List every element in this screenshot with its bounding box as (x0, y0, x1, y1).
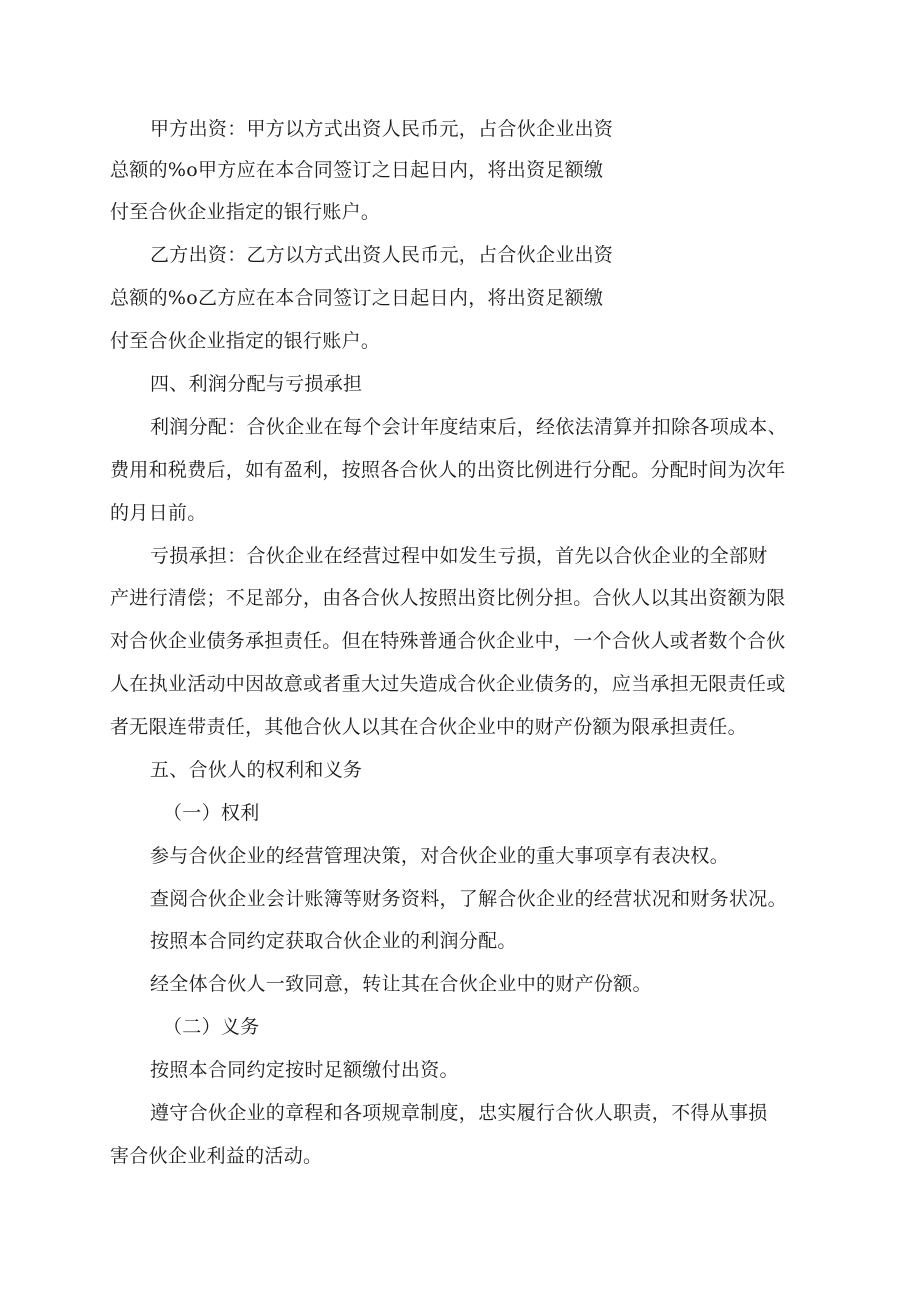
paragraph-loss-bearing-end: 者无限连带责任，其他合伙人以其在合伙企业中的财产份额为限承担责任。 (110, 716, 747, 738)
paragraph-party-a-contribution: 甲方出资：甲方以方式出资人民币元，占合伙企业出资 (150, 118, 614, 140)
section-heading-profit-loss: 四、利润分配与亏损承担 (150, 373, 363, 395)
paragraph-profit-distribution-end: 的月日前。 (110, 502, 207, 524)
paragraph-loss-bearing: 亏损承担：合伙企业在经营过程中如发生亏损，首先以合伙企业的全部财 (150, 545, 768, 567)
paragraph-loss-bearing-cont-2: 对合伙企业债务承担责任。但在特殊普通合伙企业中，一个合伙人或者数个合伙 (110, 630, 786, 652)
paragraph-profit-distribution: 利润分配：合伙企业在每个会计年度结束后，经依法清算并扣除各项成本、 (150, 416, 787, 438)
paragraph-party-b-contribution-end: 付至合伙企业指定的银行账户。 (110, 330, 381, 352)
subheading-obligations: （二）义务 (163, 1016, 260, 1038)
section-heading-rights-obligations: 五、合伙人的权利和义务 (150, 759, 363, 781)
obligations-item-comply-end: 害合伙企业利益的活动。 (110, 1145, 323, 1167)
rights-item-decision: 参与合伙企业的经营管理决策，对合伙企业的重大事项享有表决权。 (150, 845, 730, 867)
rights-item-inspect-books: 查阅合伙企业会计账簿等财务资料，了解合伙企业的经营状况和财务状况。 (150, 888, 787, 910)
paragraph-party-a-contribution-end: 付至合伙企业指定的银行账户。 (110, 201, 381, 223)
paragraph-party-b-contribution: 乙方出资：乙方以方式出资人民币元，占合伙企业出资 (150, 244, 614, 266)
paragraph-party-a-contribution-cont: 总额的%o甲方应在本合同签订之日起日内，将出资足额缴 (110, 159, 604, 181)
paragraph-loss-bearing-cont-3: 人在执业活动中因故意或者重大过失造成合伙企业债务的，应当承担无限责任或 (110, 673, 786, 695)
subheading-rights: （一）权利 (163, 802, 260, 824)
rights-item-transfer: 经全体合伙人一致同意，转让其在合伙企业中的财产份额。 (150, 973, 652, 995)
obligations-item-pay: 按照本合同约定按时足额缴付出资。 (150, 1059, 459, 1081)
obligations-item-comply: 遵守合伙企业的章程和各项规章制度，忠实履行合伙人职责，不得从事损 (150, 1102, 768, 1124)
rights-item-profit: 按照本合同约定获取合伙企业的利润分配。 (150, 930, 517, 952)
paragraph-loss-bearing-cont-1: 产进行清偿；不足部分，由各合伙人按照出资比例分担。合伙人以其出资额为限 (110, 587, 786, 609)
paragraph-party-b-contribution-cont: 总额的%o乙方应在本合同签订之日起日内，将出资足额缴 (110, 287, 604, 309)
paragraph-profit-distribution-cont: 费用和税费后，如有盈利，按照各合伙人的出资比例进行分配。分配时间为次年 (110, 459, 786, 481)
